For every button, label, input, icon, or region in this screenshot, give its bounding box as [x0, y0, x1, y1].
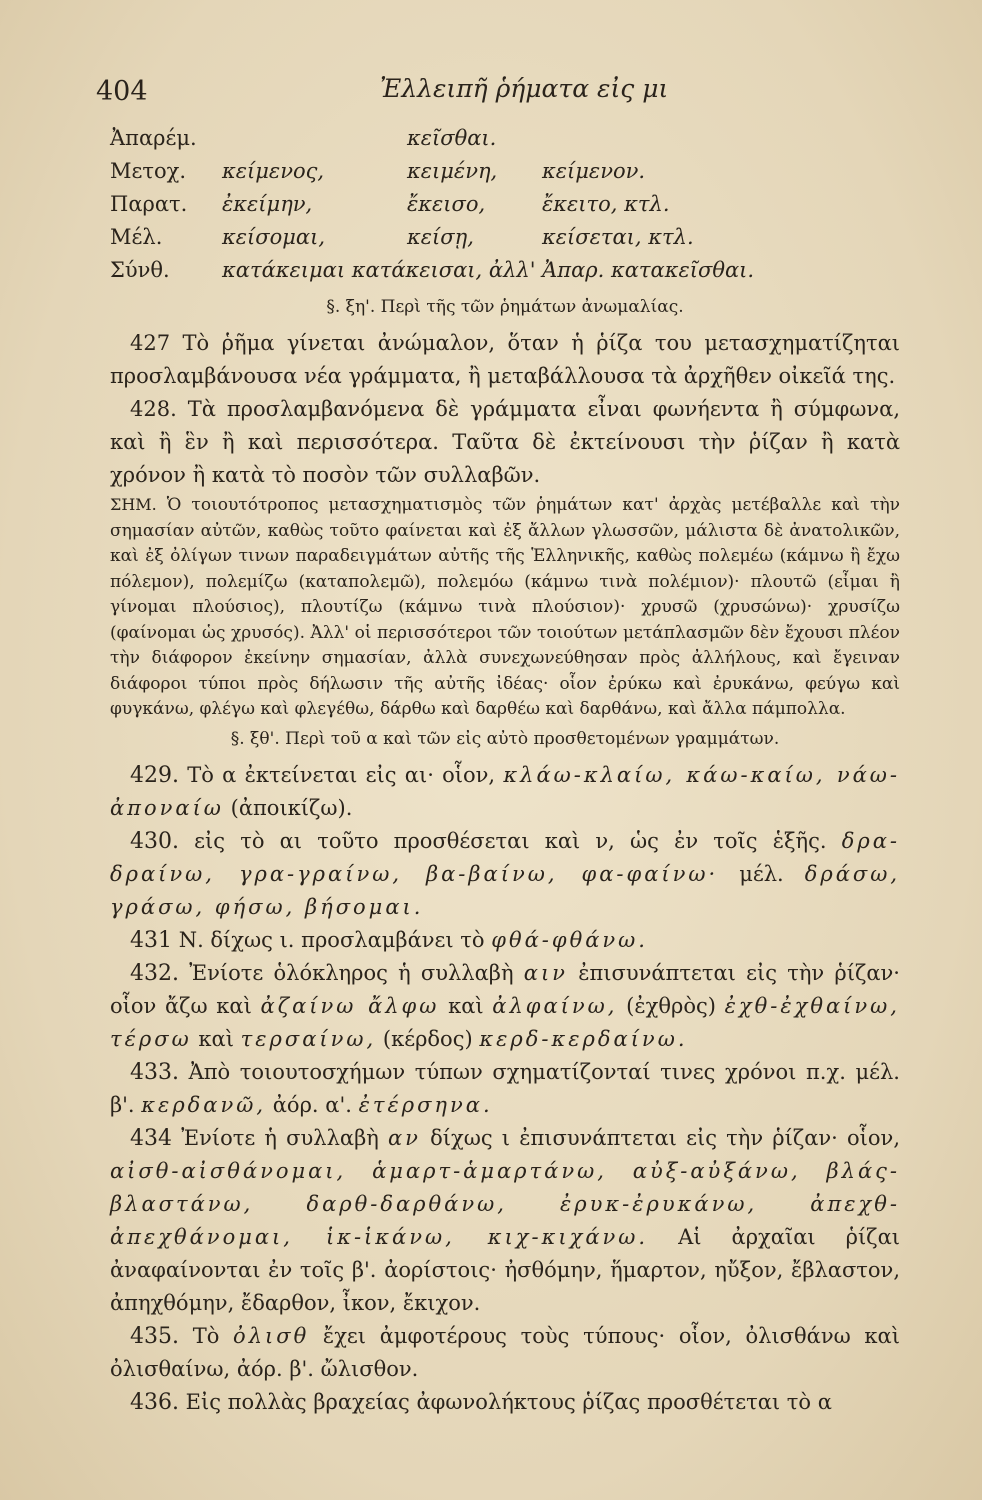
paragraph-number: 435.	[130, 1323, 179, 1349]
paragraph-text: ἀόρ. α'.	[272, 1092, 352, 1117]
paragraph-text: εἰς τὸ αι τοῦτο προσθέσεται καὶ ν, ὡς ἐν τοῖς ἑξῆς.	[194, 828, 827, 853]
paragraph-text: ἔχει ἀμφοτέρους τοὺς τύπους· οἷον, ὀλισθάνω καὶ ὀλισθαίνω, ἀόρ. β'. ὤλισθον.	[110, 1323, 900, 1381]
conjugation-label: Μέλ.	[110, 225, 163, 249]
conjugation-form: κείμενον.	[542, 159, 646, 183]
example-words: αἰσθ-αἰσθάνομαι, ἁμαρτ-ἁμαρτάνω, αὐξ-αὐξάνω, βλάς-βλαστάνω, δαρθ-δαρθάνω, ἐρυκ-ἐρυκάνω, ἀπεχθ-ἀπεχθάνομαι, ἱκ-ἱκάνω, κιχ-κιχάνω.	[110, 1158, 900, 1249]
page-number: 404	[96, 76, 148, 107]
paragraph-text: (ἀποικίζω).	[230, 795, 353, 820]
paragraph-text: δίχως ι ἐπισυνάπτεται εἰς τὴν ῥίζαν· οἷον,	[430, 1125, 901, 1150]
running-title: Ἐλλειπῆ ῥήματα εἰς μι	[380, 74, 669, 103]
conjugation-label: Παρατ.	[110, 192, 188, 216]
conjugation-form: κείμενος,	[222, 159, 325, 183]
section-heading: §. ξθ'. Περὶ τοῦ α καὶ τῶν εἰς αὐτὸ προσθετομένων γραμμάτων.	[230, 728, 780, 749]
conjugation-label: Μετοχ.	[110, 159, 187, 183]
paragraph-428: 428. Τὰ προσλαμβανόμενα δὲ γράμματα εἶναι φωνήεντα ἢ σύμφωνα, καὶ ἢ ἓν ἢ καὶ περισσότερα. Ταῦτα δὲ ἐκτείνουσι τὴν ῥίζαν ἢ κατὰ χρόνον ἢ κατὰ τὸ ποσὸν τῶν συλλαβῶν.	[110, 397, 900, 487]
paragraph-text: καὶ	[198, 1026, 234, 1051]
conjugation-form: ἔκειτο, κτλ.	[542, 192, 670, 216]
paragraph-text: Ν. δίχως ι. προσλαμβάνει τὸ	[178, 927, 485, 952]
note-label: ΣΗΜ.	[110, 495, 157, 514]
conjugation-row	[110, 192, 900, 225]
paragraph-text: Ἐνίοτε ἡ συλλαβὴ	[181, 1125, 379, 1150]
paragraph-435	[110, 1320, 900, 1386]
paragraph-434	[110, 1122, 900, 1320]
conjugation-form: ἔκεισο,	[407, 192, 486, 216]
conjugation-form: ἐκείμην,	[222, 192, 313, 216]
paragraph-number: 431	[130, 927, 172, 953]
conjugation-form: κείσεται, κτλ.	[542, 225, 694, 249]
example-words: φθά-φθάνω.	[491, 927, 648, 952]
conjugation-form: κείσῃ,	[407, 225, 474, 249]
paragraph-433	[110, 1056, 900, 1122]
paragraph-number: 434	[130, 1125, 172, 1151]
paragraph-text: (κέρδος)	[382, 1026, 473, 1051]
example-words: αιν	[523, 960, 568, 985]
example-words: ἐχθ-ἐχθαίνω, τέρσω	[110, 993, 900, 1051]
paragraph-number: 432.	[130, 960, 179, 986]
section-heading: §. ξη'. Περὶ τῆς τῶν ῥημάτων ἀνωμαλίας.	[326, 297, 684, 317]
running-header	[96, 62, 900, 107]
example-words: ἀλφαίνω,	[492, 993, 618, 1018]
paragraph-431	[110, 924, 900, 957]
page-content	[96, 62, 901, 1419]
paragraph-text: καὶ	[448, 993, 484, 1018]
paragraph-number: 430.	[130, 828, 179, 854]
example-words: ὀλισθ	[233, 1323, 310, 1348]
conjugation-form: κατάκειμαι κατάκεισαι, ἀλλ' Ἀπαρ. κατακεῖσθαι.	[222, 258, 755, 282]
paragraph-number: 433.	[130, 1059, 179, 1085]
conjugation-label: Ἀπαρέμ.	[110, 126, 197, 150]
example-words: κερδ-κερδαίνω.	[479, 1026, 688, 1051]
example-words: κερδανῶ,	[141, 1092, 267, 1117]
paragraph-text: ἐπισυνάπτεται εἰς τὴν ῥίζαν· οἷον ἄζω καὶ	[110, 960, 900, 1018]
paragraph-number: 429.	[130, 762, 179, 788]
paragraph-436	[110, 1386, 900, 1419]
example-words: ἐτέρσηνα.	[358, 1092, 493, 1117]
conjugation-row	[110, 258, 900, 291]
conjugation-label: Σύνθ.	[110, 258, 170, 282]
paragraph-text: Εἰς πολλὰς βραχείας ἀφωνολήκτους ῥίζας προσθέτεται τὸ α	[185, 1389, 832, 1414]
example-words: δράσω, γράσω, φήσω, βήσομαι.	[110, 861, 901, 919]
example-words: δρα-δραίνω, γρα-γραίνω, βα-βαίνω, φα-φαίνω·	[110, 828, 900, 886]
example-words: κλάω-κλαίω, κάω-καίω, νάω-ἀποναίω	[110, 762, 900, 820]
conjugation-row	[110, 225, 900, 258]
conjugation-row	[110, 159, 900, 192]
paragraph-432	[110, 957, 900, 1056]
paragraph-429	[110, 759, 900, 825]
note-paragraph	[110, 492, 900, 723]
example-words: τερσαίνω,	[240, 1026, 377, 1051]
conjugation-form: κεῖσθαι.	[407, 126, 497, 150]
conjugation-row	[110, 126, 900, 159]
paragraph-text: Ἀπὸ τοιουτοσχήμων τύπων σχηματίζονταί τινες χρόνοι π.χ. μέλ. β'.	[110, 1059, 900, 1117]
conjugation-form: κείσομαι,	[222, 225, 325, 249]
paragraph-number: 436.	[130, 1389, 179, 1415]
example-words: ἀζαίνω ἄλφω	[260, 993, 440, 1018]
paragraph-text: Ἐνίοτε ὁλόκληρος ἡ συλλαβὴ	[189, 960, 514, 985]
paragraph-text: (ἐχθρὸς)	[626, 993, 716, 1018]
paragraph-text: Τὸ α ἐκτείνεται εἰς αι· οἷον,	[187, 762, 496, 787]
paragraph-text: Αἱ ἀρχαῖαι ῥίζαι ἀναφαίνονται ἐν τοῖς β'. ἀορίστοις· ἠσθόμην, ἥμαρτον, ηὔξον, ἔβλαστον, ἀπηχθόμην, ἔδαρθον, ἶκον, ἔκιχον.	[110, 1224, 900, 1315]
paragraph-427: 427 Τὸ ῥῆμα γίνεται ἀνώμαλον, ὅταν ἡ ῥίζα του μετασχηματίζηται προσλαμβάνουσα νέα γράμματα, ἢ μεταβάλλουσα τὰ ἀρχῆθεν οἰκεῖά της.	[110, 331, 900, 388]
note-text: Ὁ τοιουτότροπος μετασχηματισμὸς τῶν ῥημάτων κατ' ἀρχὰς μετέβαλλε καὶ τὴν σημασίαν αὐτῶν, καθὼς τοῦτο φαίνεται καὶ ἐξ ἄλλων γλωσσῶν, μάλιστα δὲ ἀνατολικῶν, καὶ ἐξ ὀλίγων τινων παραδειγμάτων αὐτῆς τῆς Ἑλληνικῆς, καθὼς πολεμέω (κάμνω ἢ ἔχω πόλεμον), πολεμίζω (καταπολεμῶ), πολεμόω (κάμνω τινὰ πολέμιον)· πλουτῶ (εἶμαι ἢ γίνομαι πλούσιος), πλουτίζω (κάμνω τινὰ πλούσιον)· χρυσῶ (χρυσώνω)· χρυσίζω (φαίνομαι ὡς χρυσός). Ἀλλ' οἱ περισσότεροι τῶν τοιούτων μετάπλασμῶν δὲν ἔχουσι πλέον τὴν διάφορον ἐκείνην σημασίαν, ἀλλὰ συνεχωνεύθησαν πρὸς ἀλλήλους, καὶ ἔγειναν διάφοροι τύποι πρὸς δήλωσιν τῆς αὐτῆς ἰδέας· οἷον ἐρύκω καὶ ἐρυκάνω, φεύγω καὶ φυγκάνω, φλέγω καὶ φλεγέθω, δάρθω καὶ δαρθέω καὶ δαρθάνω, καὶ ἄλλα πάμπολλα.	[110, 495, 900, 719]
paragraph-430	[110, 825, 900, 924]
paragraph-text: Τὸ	[192, 1323, 220, 1348]
conjugation-table	[110, 126, 900, 291]
example-words: αν	[388, 1125, 421, 1150]
conjugation-form: κειμένη,	[407, 159, 498, 183]
paragraph-text: μέλ.	[739, 861, 784, 886]
